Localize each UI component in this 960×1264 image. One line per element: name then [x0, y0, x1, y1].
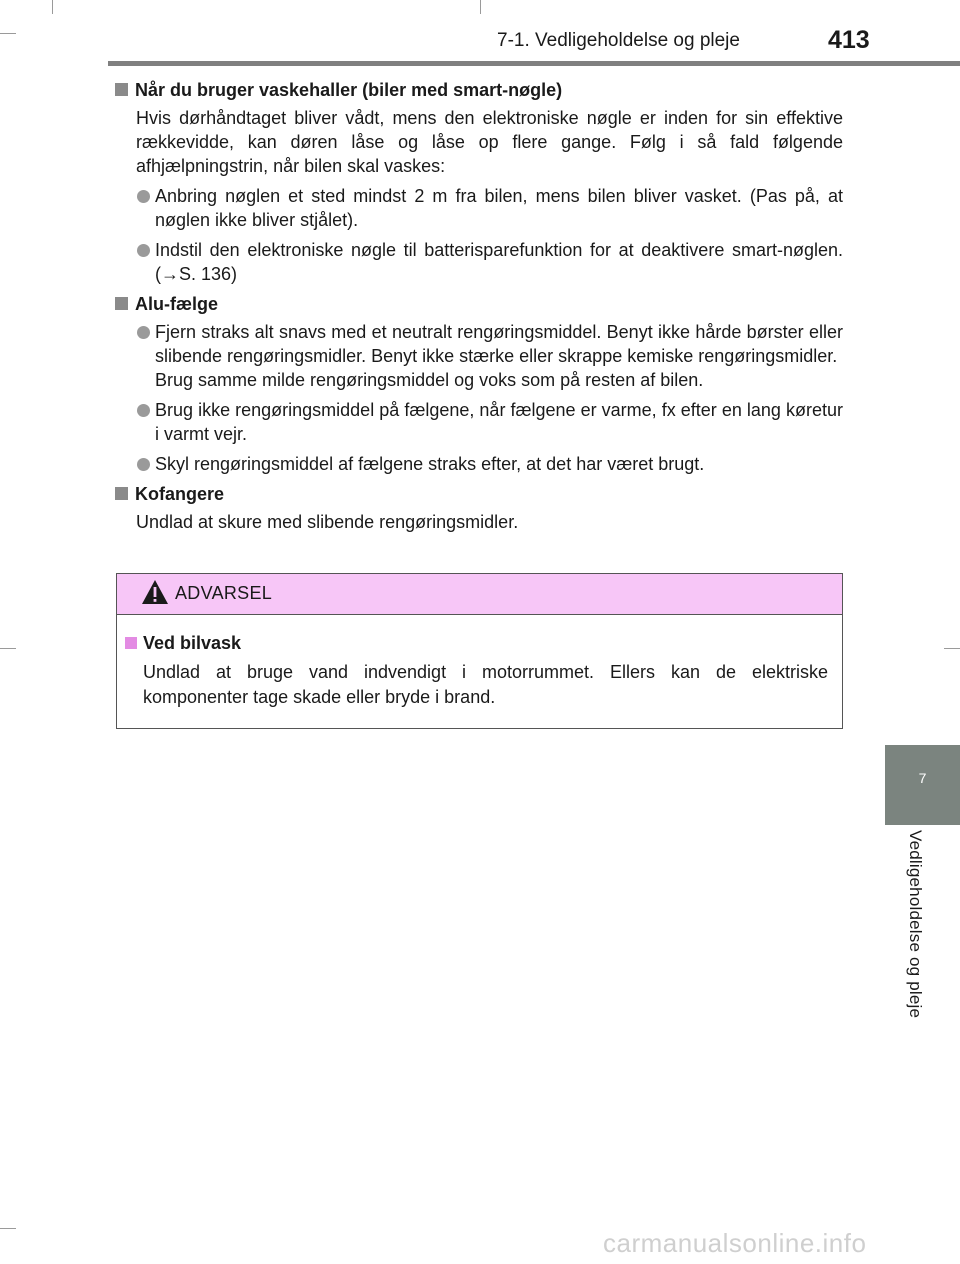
section-car-wash — [113, 78, 843, 286]
crop-mark — [52, 0, 53, 14]
main-content — [113, 78, 843, 540]
watermark: carmanualsonline.info — [603, 1228, 867, 1258]
warning-body — [117, 615, 842, 710]
warning-triangle-icon — [141, 579, 169, 610]
section-heading-text: Når du bruger vaskehaller (biler med smart-nøgle) — [135, 80, 563, 100]
round-bullet-icon — [137, 190, 150, 203]
round-bullet-icon — [137, 404, 150, 417]
warning-heading-text: Ved bilvask — [143, 633, 242, 653]
section-paragraph: Hvis dørhåndtaget bliver vådt, mens den elektroniske nøgle er inden for sin effektive rækkevidde, kan døren låse og låse op flere gange. Følg i så fald følgende afhjælpningstrin, når bilen skal vaskes: — [136, 108, 843, 176]
header-section-title: 7-1. Vedligeholdelse og pleje — [497, 30, 740, 51]
warning-box — [116, 573, 843, 729]
list-item-text: Skyl rengøringsmiddel af fælgene straks efter, at det har været brugt. — [155, 454, 705, 474]
list-item — [113, 398, 843, 446]
section-bumpers — [113, 482, 843, 534]
list-item-text: Fjern straks alt snavs med et neutralt rengøringsmiddel. Benyt ikke hårde børster eller slibende rengøringsmidler. Benyt ikke stærke eller skrappe kemiske rengøringsmidler. — [155, 322, 843, 366]
square-bullet-icon — [125, 637, 137, 649]
square-bullet-icon — [115, 487, 128, 500]
section-paragraph: Undlad at skure med slibende rengøringsmidler. — [136, 512, 519, 532]
list-item-extra-text: Brug samme milde rengøringsmiddel og voks som på resten af bilen. — [155, 370, 704, 390]
crop-mark — [0, 648, 16, 649]
list-item — [113, 320, 843, 392]
square-bullet-icon — [115, 83, 128, 96]
round-bullet-icon — [137, 326, 150, 339]
section-heading — [113, 482, 843, 506]
round-bullet-icon — [137, 244, 150, 257]
warning-header — [117, 574, 842, 615]
list-item-text: Indstil den elektroniske nøgle til batterisparefunktion for at deaktivere smart-nøglen. (→S. 136) — [155, 240, 843, 284]
list-item — [113, 184, 843, 232]
crop-mark — [0, 33, 16, 34]
header-divider — [108, 61, 960, 66]
section-heading-text: Kofangere — [135, 484, 225, 504]
section-heading — [113, 292, 843, 316]
list-item-text: Anbring nøglen et sted mindst 2 m fra bilen, mens bilen bliver vasket. (Pas på, at nøglen ikke bliver stjålet). — [155, 186, 843, 230]
crop-mark — [944, 648, 960, 649]
list-item — [113, 452, 843, 476]
warning-title: ADVARSEL — [175, 583, 273, 603]
chapter-title-vertical: Vedligeholdelse og pleje — [906, 830, 925, 1019]
crop-mark — [480, 0, 481, 14]
list-item — [113, 238, 843, 286]
chapter-number: 7 — [918, 770, 927, 786]
page-number: 413 — [828, 26, 870, 54]
warning-text: Undlad at bruge vand indvendigt i motorrummet. Ellers kan de elektriske komponenter tage skade eller bryde i brand. — [143, 662, 828, 707]
warning-heading — [125, 631, 828, 656]
section-alloy-wheels — [113, 292, 843, 476]
section-heading — [113, 78, 843, 102]
crop-mark — [0, 1228, 16, 1229]
round-bullet-icon — [137, 458, 150, 471]
list-item-text: Brug ikke rengøringsmiddel på fælgene, når fælgene er varme, fx efter en lang køretur i varmt vejr. — [155, 400, 843, 444]
square-bullet-icon — [115, 297, 128, 310]
section-heading-text: Alu-fælge — [135, 294, 218, 314]
